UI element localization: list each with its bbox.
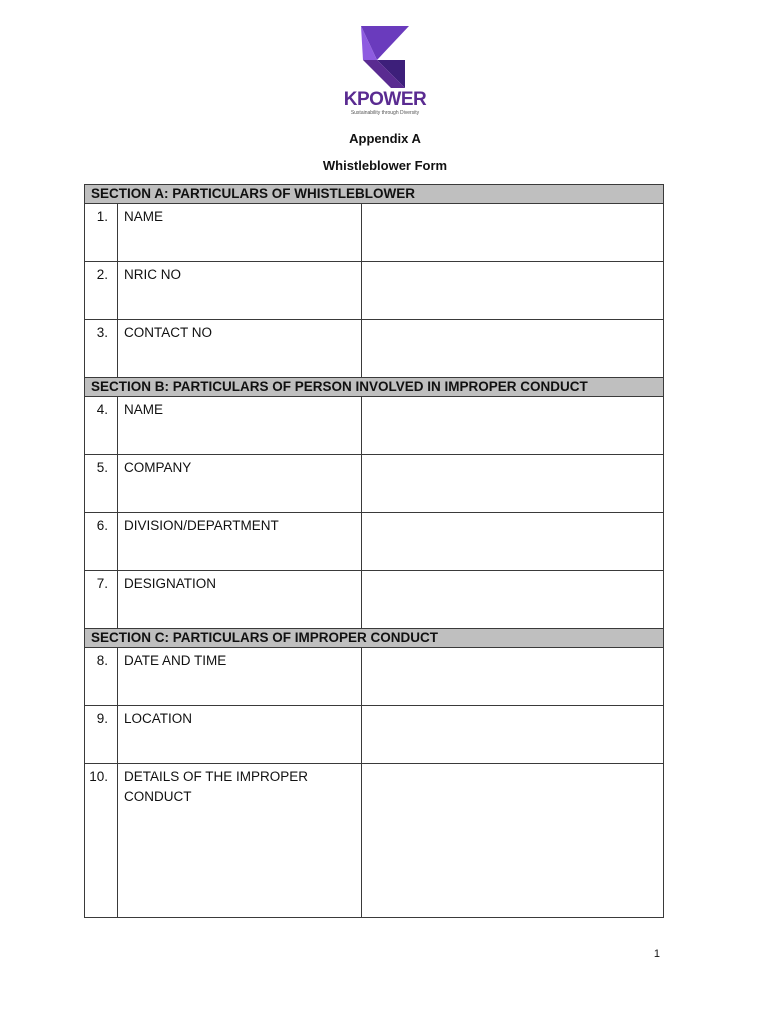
contact-no-field[interactable] bbox=[362, 320, 664, 378]
field-label: NRIC NO bbox=[118, 262, 362, 320]
form-row bbox=[85, 262, 664, 320]
kpower-tagline: Sustainability through Diversity bbox=[350, 110, 420, 116]
field-label: CONTACT NO bbox=[118, 320, 362, 378]
kpower-logo bbox=[334, 24, 436, 120]
field-number: 7. bbox=[85, 571, 118, 629]
section-header-a bbox=[85, 185, 664, 204]
kpower-wordmark: KPOWER bbox=[343, 89, 427, 110]
section-title: SECTION A: PARTICULARS OF WHISTLEBLOWER bbox=[85, 185, 664, 204]
field-label: COMPANY bbox=[118, 455, 362, 513]
field-number: 10. bbox=[85, 764, 118, 918]
field-label: LOCATION bbox=[118, 706, 362, 764]
whistleblower-form-table bbox=[84, 184, 664, 918]
form-row bbox=[85, 397, 664, 455]
form-row bbox=[85, 648, 664, 706]
form-row bbox=[85, 204, 664, 262]
field-number: 5. bbox=[85, 455, 118, 513]
field-number: 8. bbox=[85, 648, 118, 706]
improper-conduct-details-field[interactable] bbox=[362, 764, 664, 918]
whistleblower-name-field[interactable] bbox=[362, 204, 664, 262]
form-row bbox=[85, 706, 664, 764]
appendix-label: Appendix A bbox=[349, 131, 421, 146]
field-number: 2. bbox=[85, 262, 118, 320]
field-number: 6. bbox=[85, 513, 118, 571]
field-number: 1. bbox=[85, 204, 118, 262]
person-name-field[interactable] bbox=[362, 397, 664, 455]
company-field[interactable] bbox=[362, 455, 664, 513]
section-title: SECTION C: PARTICULARS OF IMPROPER CONDUCT bbox=[85, 629, 664, 648]
division-department-field[interactable] bbox=[362, 513, 664, 571]
form-row bbox=[85, 513, 664, 571]
page-number: 1 bbox=[653, 948, 660, 960]
field-label: DESIGNATION bbox=[118, 571, 362, 629]
nric-no-field[interactable] bbox=[362, 262, 664, 320]
form-row bbox=[85, 571, 664, 629]
field-label: DETAILS OF THE IMPROPER CONDUCT bbox=[118, 764, 362, 918]
field-label: DATE AND TIME bbox=[118, 648, 362, 706]
field-number: 4. bbox=[85, 397, 118, 455]
field-label: NAME bbox=[118, 204, 362, 262]
kpower-logo-mark-icon bbox=[355, 26, 415, 88]
designation-field[interactable] bbox=[362, 571, 664, 629]
location-field[interactable] bbox=[362, 706, 664, 764]
form-row bbox=[85, 764, 664, 918]
form-title: Whistleblower Form bbox=[322, 158, 448, 173]
field-number: 9. bbox=[85, 706, 118, 764]
section-header-c bbox=[85, 629, 664, 648]
form-row bbox=[85, 455, 664, 513]
field-label: DIVISION/DEPARTMENT bbox=[118, 513, 362, 571]
section-title: SECTION B: PARTICULARS OF PERSON INVOLVED IN IMPROPER CONDUCT bbox=[85, 378, 664, 397]
section-header-b bbox=[85, 378, 664, 397]
form-row bbox=[85, 320, 664, 378]
date-and-time-field[interactable] bbox=[362, 648, 664, 706]
field-label: NAME bbox=[118, 397, 362, 455]
field-number: 3. bbox=[85, 320, 118, 378]
